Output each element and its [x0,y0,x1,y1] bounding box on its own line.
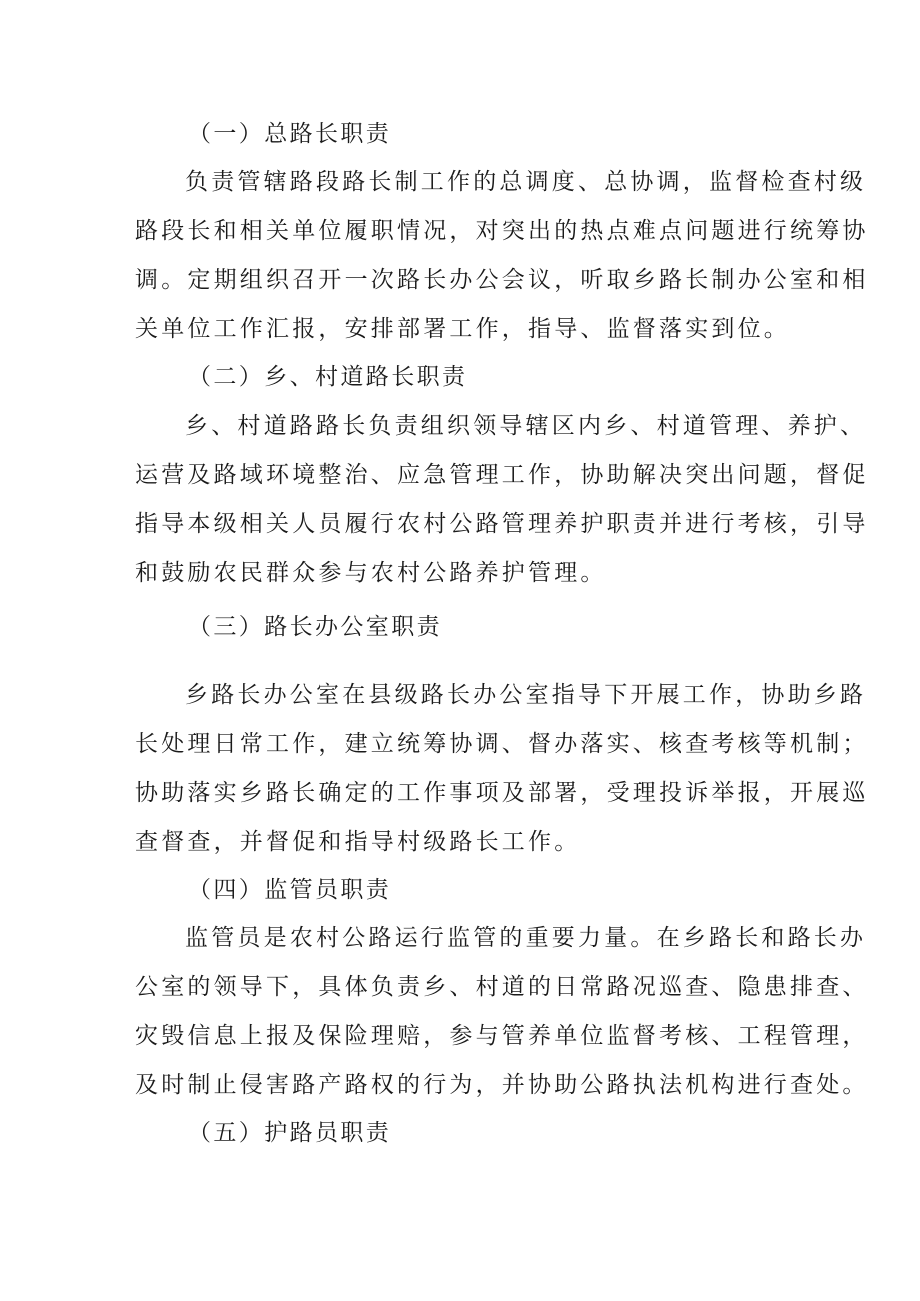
section-heading-4: （四）监管员职责 [188,877,392,903]
paragraph-line: 查督查，并督促和指导村级路长工作。 [135,829,581,855]
paragraph-line: 公室的领导下，具体负责乡、村道的日常路况巡查、隐患排查、 [135,974,869,1000]
paragraph-line: 及时制止侵害路产路权的行为，并协助公路执法机构进行查处。 [135,1072,869,1098]
paragraph-line: 关单位工作汇报，安排部署工作，指导、监督落实到位。 [135,316,790,342]
section-heading-3: （三）路长办公室职责 [188,614,442,640]
section-heading-5: （五）护路员职责 [188,1120,392,1146]
section-heading-2: （二）乡、村道路长职责 [188,364,468,390]
section-heading-1: （一）总路长职责 [188,121,392,147]
paragraph-line: 指导本级相关人员履行农村公路管理养护职责并进行考核，引导 [135,511,869,537]
paragraph-line: 路段长和相关单位履职情况，对突出的热点难点问题进行统筹协 [135,218,869,244]
paragraph-line: 灾毁信息上报及保险理赔，参与管养单位监督考核、工程管理， [135,1023,869,1049]
paragraph-line: 调。定期组织召开一次路长办公会议，听取乡路长制办公室和相 [135,267,869,293]
paragraph-line: 协助落实乡路长确定的工作事项及部署，受理投诉举报，开展巡 [135,780,869,806]
paragraph-line: 监管员是农村公路运行监管的重要力量。在乡路长和路长办 [185,925,867,951]
paragraph-line: 长处理日常工作，建立统筹协调、督办落实、核查考核等机制； [135,731,869,757]
paragraph-line: 负责管辖路段路长制工作的总调度、总协调，监督检查村级 [185,169,867,195]
paragraph-line: 运营及路域环境整治、应急管理工作，协助解决突出问题，督促 [135,462,869,488]
paragraph-line: 乡路长办公室在县级路长办公室指导下开展工作，协助乡路 [185,682,867,708]
paragraph-line: 乡、村道路路长负责组织领导辖区内乡、村道管理、养护、 [185,413,867,439]
paragraph-line: 和鼓励农民群众参与农村公路养护管理。 [135,560,607,586]
